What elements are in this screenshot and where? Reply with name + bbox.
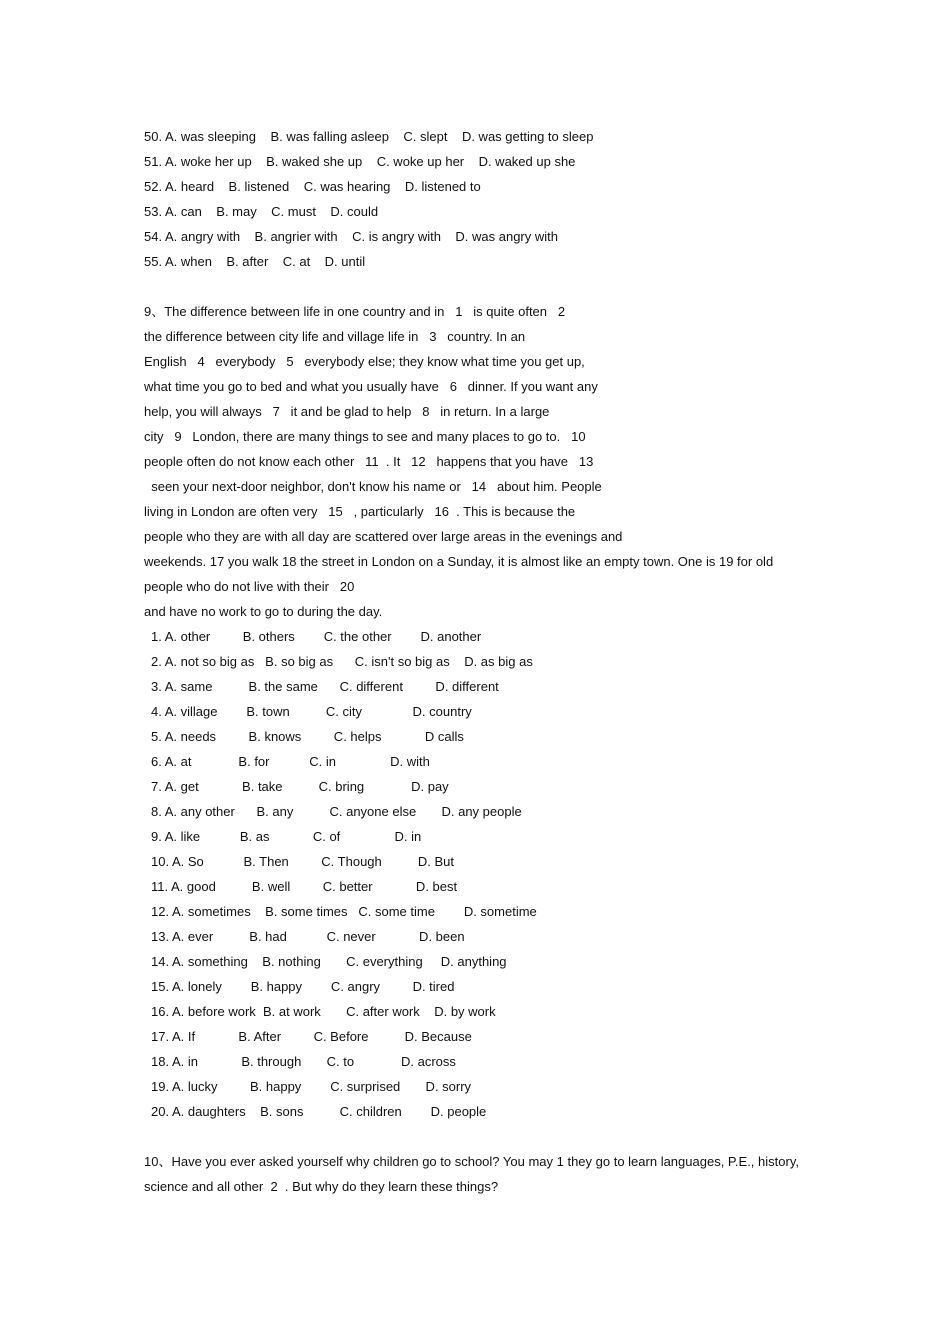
option-line-54: 54. A. angry with B. angrier with C. is angry with D. was angry with <box>144 229 558 244</box>
option-line-20: 20. A. daughters B. sons C. children D. people <box>151 1104 487 1119</box>
option-line-9: 9. A. like B. as C. of D. in <box>151 829 422 844</box>
option-line-6: 6. A. at B. for C. in D. with <box>151 754 430 769</box>
previous-section-options <box>144 124 824 274</box>
passage-9 <box>144 299 824 624</box>
option-line-52: 52. A. heard B. listened C. was hearing D. listened to <box>144 179 481 194</box>
option-line-11: 11. A. good B. well C. better D. best <box>151 879 458 894</box>
passage-10-line: science and all other 2 . But why do they learn these things? <box>144 1179 499 1194</box>
option-line-7: 7. A. get B. take C. bring D. pay <box>151 779 449 794</box>
passage-9-line: and have no work to go to during the day. <box>144 604 383 619</box>
option-line-5: 5. A. needs B. knows C. helps D calls <box>151 729 464 744</box>
option-line-13: 13. A. ever B. had C. never D. been <box>151 929 465 944</box>
option-line-53: 53. A. can B. may C. must D. could <box>144 204 379 219</box>
passage-9-options <box>144 624 824 1124</box>
passage-9-line: 9、The difference between life in one country and in 1 is quite often 2 <box>144 304 566 319</box>
option-line-55: 55. A. when B. after C. at D. until <box>144 254 366 269</box>
passage-9-line: English 4 everybody 5 everybody else; they know what time you get up, <box>144 354 585 369</box>
option-line-18: 18. A. in B. through C. to D. across <box>151 1054 456 1069</box>
passage-9-line: city 9 London, there are many things to see and many places to go to. 10 <box>144 429 586 444</box>
option-line-15: 15. A. lonely B. happy C. angry D. tired <box>151 979 455 994</box>
option-line-51: 51. A. woke her up B. waked she up C. woke up her D. waked up she <box>144 154 576 169</box>
passage-9-line: help, you will always 7 it and be glad to help 8 in return. In a large <box>144 404 550 419</box>
passage-10 <box>144 1149 824 1199</box>
option-line-12: 12. A. sometimes B. some times C. some time D. sometime <box>151 904 537 919</box>
option-line-2: 2. A. not so big as B. so big as C. isn't so big as D. as big as <box>151 654 533 669</box>
passage-9-line: people who they are with all day are scattered over large areas in the evenings and <box>144 529 623 544</box>
passage-9-line: what time you go to bed and what you usually have 6 dinner. If you want any <box>144 379 598 394</box>
spacer <box>144 274 824 299</box>
option-line-50: 50. A. was sleeping B. was falling asleep C. slept D. was getting to sleep <box>144 129 594 144</box>
option-line-14: 14. A. something B. nothing C. everything D. anything <box>151 954 507 969</box>
passage-10-line: 10、Have you ever asked yourself why children go to school? You may 1 they go to learn languages, P.E., history, <box>144 1154 799 1169</box>
passage-9-line: people often do not know each other 11 . It 12 happens that you have 13 <box>144 454 594 469</box>
passage-9-line: the difference between city life and village life in 3 country. In an <box>144 329 526 344</box>
option-line-4: 4. A. village B. town C. city D. country <box>151 704 472 719</box>
document-content <box>144 124 824 1199</box>
passage-9-line: weekends. 17 you walk 18 the street in London on a Sunday, it is almost like an empty town. One is 19 for old <box>144 554 774 569</box>
option-line-1: 1. A. other B. others C. the other D. another <box>151 629 482 644</box>
option-line-19: 19. A. lucky B. happy C. surprised D. sorry <box>151 1079 472 1094</box>
passage-9-line: people who do not live with their 20 <box>144 579 355 594</box>
option-line-10: 10. A. So B. Then C. Though D. But <box>151 854 454 869</box>
option-line-17: 17. A. If B. After C. Before D. Because <box>151 1029 472 1044</box>
option-line-8: 8. A. any other B. any C. anyone else D. any people <box>151 804 522 819</box>
passage-9-line: seen your next-door neighbor, don't know his name or 14 about him. People <box>144 479 602 494</box>
option-line-16: 16. A. before work B. at work C. after work D. by work <box>151 1004 496 1019</box>
option-line-3: 3. A. same B. the same C. different D. different <box>151 679 499 694</box>
passage-9-line: living in London are often very 15 , particularly 16 . This is because the <box>144 504 576 519</box>
spacer <box>144 1124 824 1149</box>
